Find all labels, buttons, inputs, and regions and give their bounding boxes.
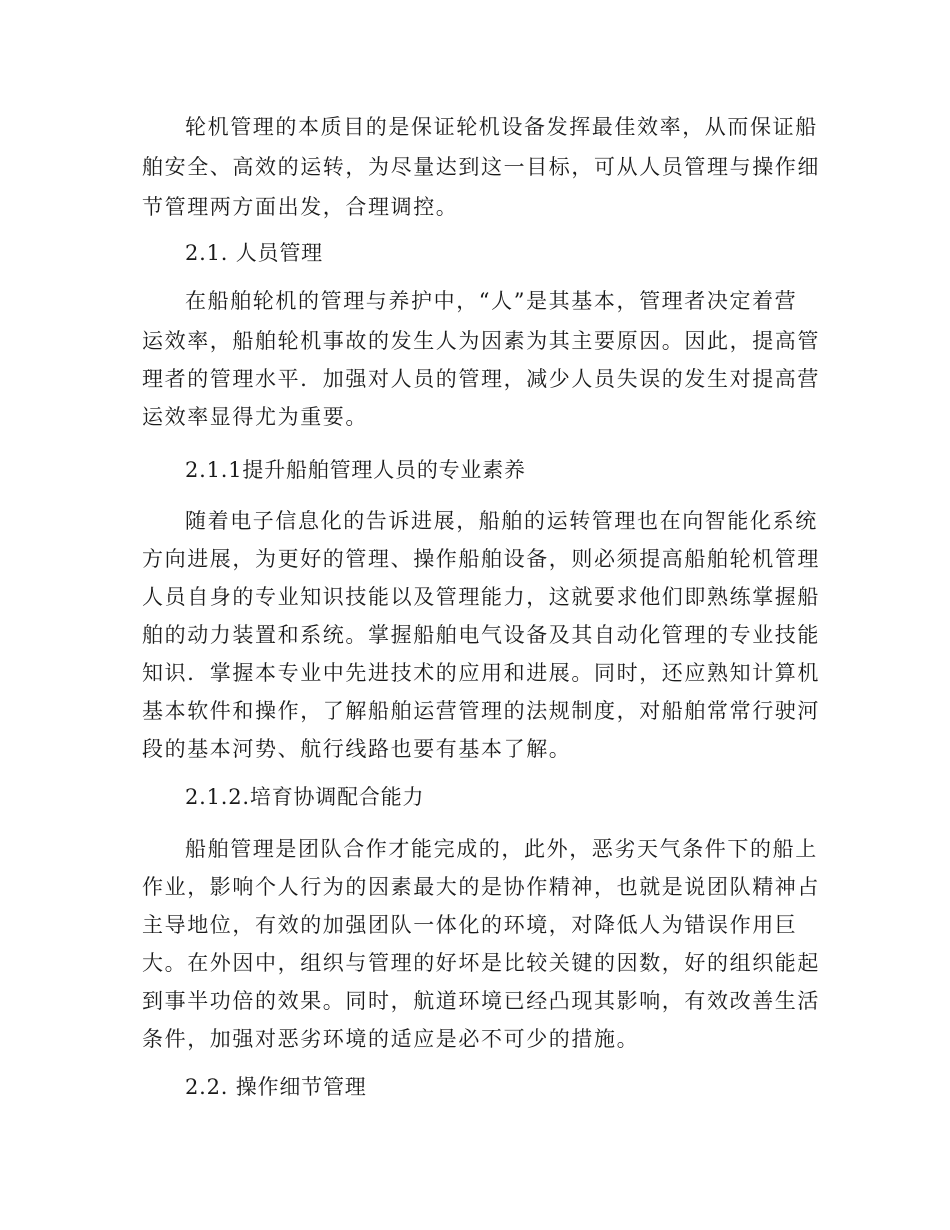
paragraph-line: 在船舶轮机的管理与养护中，“人”是其基本，管理者决定着营 xyxy=(185,289,798,313)
paragraph-line: 运效率，船舶轮机事故的发生人为因素为其主要原因。因此，提高管 xyxy=(142,329,820,353)
section-heading: 2.1.2.培育协调配合能力 xyxy=(185,785,425,809)
paragraph-line: 船舶管理是团队合作才能完成的，此外，恶劣天气条件下的船上 xyxy=(185,837,818,861)
paragraph-line: 舶安全、高效的运转，为尽量达到这一目标，可从人员管理与操作细 xyxy=(142,155,820,179)
paragraph-line: 条件，加强对恶劣环境的适应是必不可少的措施。 xyxy=(142,1027,640,1051)
paragraph-line: 理者的管理水平．加强对人员的管理，减少人员失误的发生对提高营 xyxy=(142,367,820,391)
paragraph-line: 基本软件和操作，了解船舶运营管理的法规制度，对船舶常常行驶河 xyxy=(142,699,820,723)
paragraph-line: 大。在外因中，组织与管理的好坏是比较关键的因数，好的组织能起 xyxy=(142,951,820,975)
paragraph-line: 主导地位，有效的加强团队一体化的环境，对降低人为错误作用巨 xyxy=(142,913,798,937)
paragraph-line: 舶的动力装置和系统。掌握船舶电气设备及其自动化管理的专业技能 xyxy=(142,623,820,647)
paragraph-line: 方向进展，为更好的管理、操作船舶设备，则必须提高船舶轮机管理 xyxy=(142,547,820,571)
paragraph-line: 段的基本河势、航行线路也要有基本了解。 xyxy=(142,737,572,761)
section-heading: 2.2. 操作细节管理 xyxy=(185,1075,367,1099)
paragraph-line: 作业，影响个人行为的因素最大的是协作精神，也就是说团队精神占 xyxy=(142,875,820,899)
section-heading: 2.1.1提升船舶管理人员的专业素养 xyxy=(185,458,526,482)
paragraph-line: 人员自身的专业知识技能以及管理能力，这就要求他们即熟练掌握船 xyxy=(142,585,820,609)
paragraph-line: 运效率显得尤为重要。 xyxy=(142,405,368,429)
paragraph-line: 轮机管理的本质目的是保证轮机设备发挥最佳效率，从而保证船 xyxy=(185,115,818,139)
section-heading: 2.1. 人员管理 xyxy=(185,241,323,265)
paragraph-line: 到事半功倍的效果。同时，航道环境已经凸现其影响，有效改善生活 xyxy=(142,989,820,1013)
paragraph-line: 节管理两方面出发，合理调控。 xyxy=(142,195,459,219)
paragraph-line: 随着电子信息化的告诉进展，船舶的运转管理也在向智能化系统 xyxy=(185,509,818,533)
paragraph-line: 知识．掌握本专业中先进技术的应用和进展。同时，还应熟知计算机 xyxy=(142,661,820,685)
